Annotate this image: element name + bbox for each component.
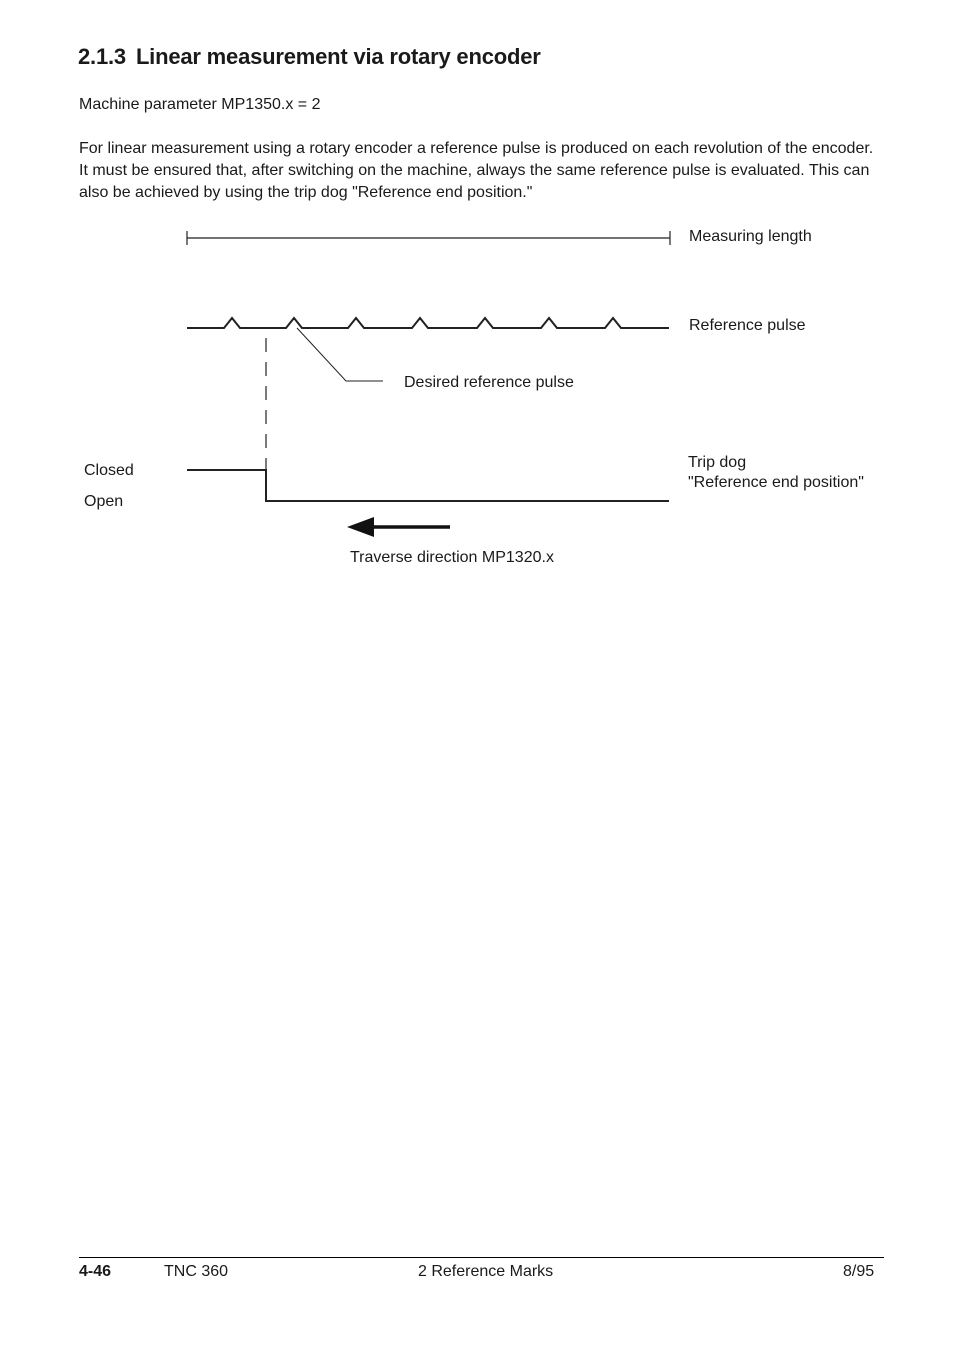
measuring-length-line xyxy=(187,231,670,245)
footer-date: 8/95 xyxy=(843,1263,875,1280)
desired-reference-pulse-label: Desired reference pulse xyxy=(404,374,574,391)
reference-pulse-diagram xyxy=(0,0,954,600)
reference-pulse-signal xyxy=(187,318,669,328)
footer-page-number: 4-46 xyxy=(79,1263,112,1280)
measuring-length-label: Measuring length xyxy=(689,228,812,245)
desired-pulse-leader xyxy=(297,328,383,381)
machine-parameter-text: Machine parameter MP1350.x = 2 xyxy=(79,96,321,113)
reference-end-position-label: "Reference end position" xyxy=(688,474,864,491)
trip-dog-label: Trip dog xyxy=(688,454,747,471)
traverse-direction-arrow xyxy=(347,517,450,537)
traverse-direction-label: Traverse direction MP1320.x xyxy=(350,549,554,566)
closed-label: Closed xyxy=(84,462,134,479)
section-title: Linear measurement via rotary encoder xyxy=(135,44,541,69)
trip-dog-signal xyxy=(187,470,669,501)
reference-pulse-label: Reference pulse xyxy=(689,317,806,334)
footer-divider xyxy=(79,1257,884,1258)
section-number: 2.1.3 xyxy=(78,44,126,69)
footer-chapter: 2 Reference Marks xyxy=(418,1263,554,1280)
body-paragraph: For linear measurement using a rotary encoder a reference pulse is produced on each revolution of the encoder. It must be ensured that, after switching on the machine, always the same reference pulse is evaluated. This can also be achieved by using the trip dog "Reference end position." xyxy=(79,140,874,201)
footer-product: TNC 360 xyxy=(164,1263,229,1280)
open-label: Open xyxy=(84,493,124,510)
